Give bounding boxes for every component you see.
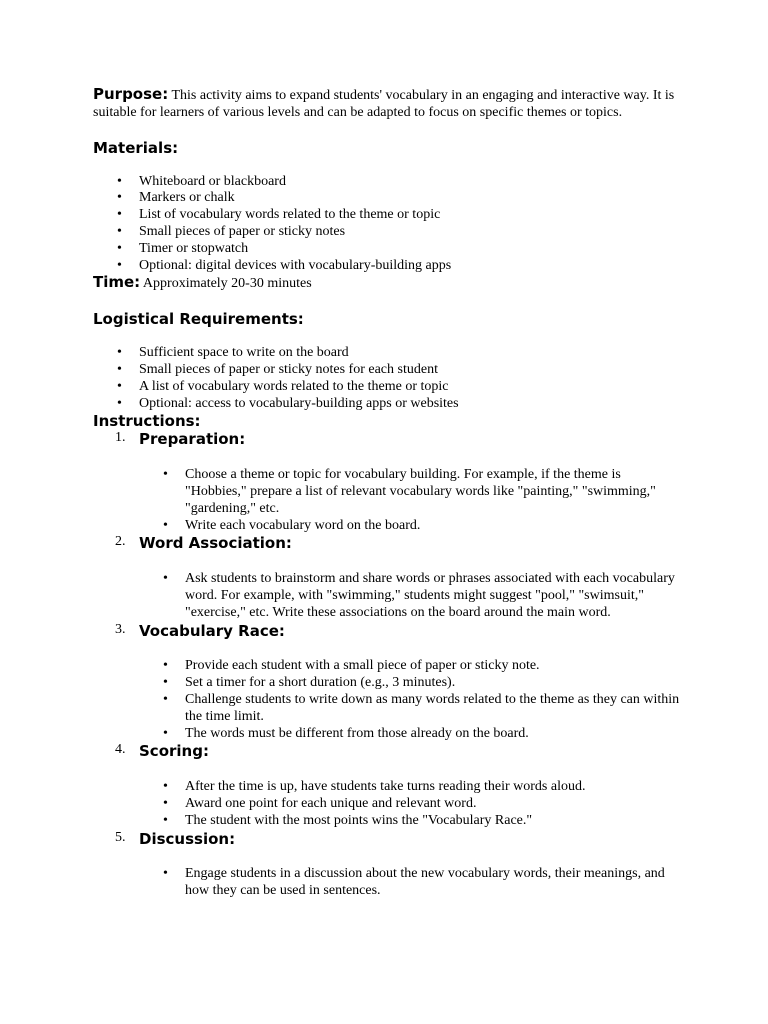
- step-bullets: [139, 866, 683, 900]
- list-item: • Award one point for each unique and relevant word.: [185, 796, 683, 813]
- purpose-text: This activity aims to expand students' vocabulary in an engaging and interactive way. It is suitable for learners of various levels and can be adapted to focus on specific themes or topics.: [93, 88, 675, 120]
- materials-list: [93, 174, 683, 275]
- step-title: Word Association:: [139, 534, 292, 553]
- step-title: Scoring:: [139, 742, 209, 761]
- step-item: [93, 430, 683, 534]
- list-item: • Small pieces of paper or sticky notes for each student: [139, 362, 683, 379]
- step-bullets: [139, 658, 683, 742]
- step-number: 4.: [115, 742, 126, 758]
- step-title: Vocabulary Race:: [139, 621, 285, 640]
- list-item: • Timer or stopwatch: [139, 241, 683, 258]
- list-item: • Markers or chalk: [139, 190, 683, 207]
- step-number: 2.: [115, 534, 126, 550]
- list-item: • Choose a theme or topic for vocabulary building. For example, if the theme is "Hobbies," prepare a list of relevant vocabulary words like "painting," "swimming," "gardening," etc.: [185, 467, 683, 517]
- step-item: [93, 622, 683, 743]
- list-item: • Provide each student with a small piece of paper or sticky note.: [185, 658, 683, 675]
- list-item: • Sufficient space to write on the board: [139, 345, 683, 362]
- list-item: • Optional: access to vocabulary-building apps or websites: [139, 396, 683, 413]
- purpose-paragraph: [93, 86, 683, 122]
- logistics-list: [93, 345, 683, 412]
- instructions-heading: Instructions:: [93, 412, 201, 431]
- list-item: • Optional: digital devices with vocabulary-building apps: [139, 258, 683, 275]
- document-page: [93, 86, 683, 900]
- list-item: • Write each vocabulary word on the board.: [185, 518, 683, 535]
- step-number: 3.: [115, 621, 126, 637]
- step-item: [93, 534, 683, 621]
- time-paragraph: [93, 274, 683, 293]
- list-item: • Set a timer for a short duration (e.g., 3 minutes).: [185, 675, 683, 692]
- list-item: • Small pieces of paper or sticky notes: [139, 224, 683, 241]
- step-item: [93, 830, 683, 900]
- list-item: • Challenge students to write down as many words related to the theme as they can within the time limit.: [185, 692, 683, 726]
- list-item: • After the time is up, have students take turns reading their words aloud.: [185, 779, 683, 796]
- list-item: • The student with the most points wins the "Vocabulary Race.": [185, 813, 683, 830]
- list-item: • A list of vocabulary words related to the theme or topic: [139, 379, 683, 396]
- instructions-steps: [93, 430, 683, 900]
- purpose-label: Purpose:: [93, 85, 169, 103]
- step-number: 5.: [115, 829, 126, 845]
- step-title: Preparation:: [139, 430, 246, 449]
- list-item: • List of vocabulary words related to the theme or topic: [139, 207, 683, 224]
- time-text: Approximately 20-30 minutes: [142, 276, 312, 292]
- time-label: Time:: [93, 273, 141, 292]
- list-item: • Ask students to brainstorm and share words or phrases associated with each vocabulary word. For example, with "swimming," students might suggest "pool," "swimsuit," "exercise," etc. Write these associations on the board around the main word.: [185, 571, 683, 621]
- list-item: • Engage students in a discussion about the new vocabulary words, their meanings, and how they can be used in sentences.: [185, 866, 683, 900]
- materials-heading: Materials:: [93, 138, 179, 157]
- step-bullets: [139, 779, 683, 829]
- step-number: 1.: [115, 430, 126, 446]
- list-item: • Whiteboard or blackboard: [139, 174, 683, 191]
- logistics-heading: Logistical Requirements:: [93, 310, 304, 329]
- step-title: Discussion:: [139, 829, 236, 848]
- step-item: [93, 742, 683, 829]
- step-bullets: [139, 571, 683, 621]
- list-item: • The words must be different from those already on the board.: [185, 726, 683, 743]
- step-bullets: [139, 467, 683, 534]
